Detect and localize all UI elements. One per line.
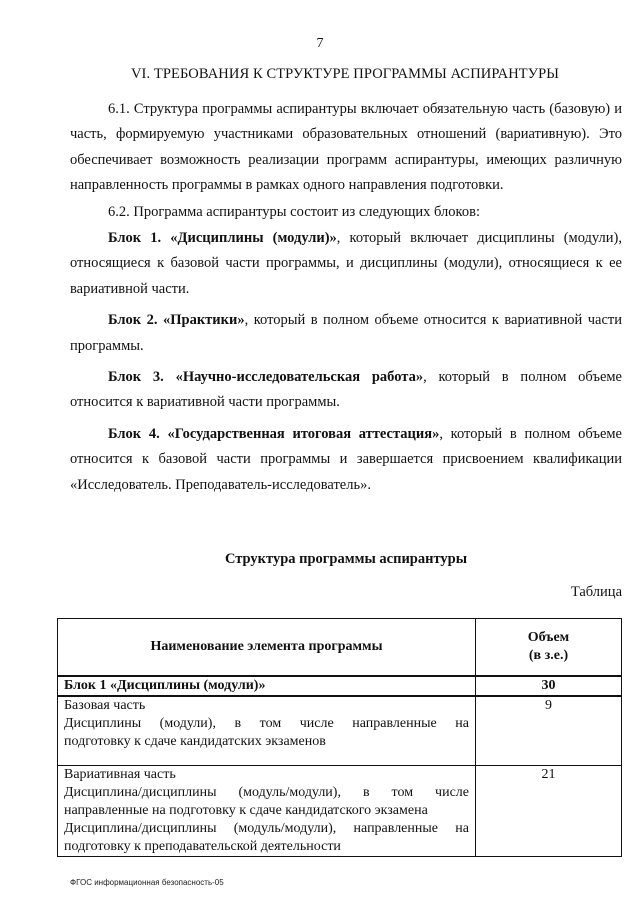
block-3-title: Блок 3. «Научно-исследовательская работа» [108,369,424,386]
table-caption: Структура программы аспирантуры [224,551,468,567]
header-volume-line-1: Объем [527,630,570,645]
table-row [58,696,622,766]
footer-note: ФГОС информационная безопасность-05 [70,878,224,887]
paragraph-6-1: 6.1. Структура программы аспирантуры включает обязательную часть (базовую) и часть, формируемую участниками образовательных отношений (вариативную). Это обеспечивает возможность реализации программ аспирантуры, имеющих различную направленность программы в рамках одного направления подготовки. [70,101,622,194]
program-structure-table [57,618,622,857]
variable-part-line-3: Дисциплина/дисциплины (модуль/модули), направленные на [64,821,469,836]
variable-part-line-1: Дисциплина/дисциплины (модуль/модули), в том числе [64,785,469,800]
base-part-value: 9 [476,696,622,766]
paragraph-6-2: 6.2. Программа аспирантуры состоит из следующих блоков: [108,203,480,220]
paragraph-block-1 [70,226,622,302]
body-text [70,97,622,498]
base-part-label: Базовая часть [64,698,146,713]
table-label: Таблица [570,584,622,600]
block-row-label: Блок 1 «Дисциплины (модули)» [58,676,476,696]
page-number: 7 [316,36,324,51]
paragraph-block-2 [70,308,622,359]
variable-part-line-2: направленные на подготовку к сдаче кандидатского экзамена [64,803,428,818]
block-4-title: Блок 4. «Государственная итоговая аттестация» [108,425,440,442]
block-4-text: , который в полном объеме относится к базовой части программы и завершается присвоением квалификации «Исследователь. Преподаватель-исследователь». [70,425,622,493]
base-part-line-1: Дисциплины (модули), в том числе направленные на [64,716,469,731]
block-1-text: , который включает дисциплины (модули), относящиеся к базовой части программы, и дисциплины (модули), относящиеся к ее вариативной части. [70,230,622,297]
block-row-value: 30 [476,676,622,696]
block-2-text: , который в полном объеме относится к вариативной части программы. [70,312,622,354]
variable-part-label: Вариативная часть [64,767,176,782]
table-row [58,766,622,857]
base-part-cell [58,696,476,766]
variable-part-cell [58,766,476,857]
base-part-line-2: подготовку к сдаче кандидатских экзаменов [64,734,326,749]
section-title: VI. ТРЕБОВАНИЯ К СТРУКТУРЕ ПРОГРАММЫ АСПИРАНТУРЫ [130,66,560,82]
table-row [58,676,622,696]
header-volume [476,619,622,677]
variable-part-line-4: подготовку к преподавательской деятельности [64,839,341,854]
table-header-row [58,619,622,677]
block-2-title: Блок 2. «Практики» [108,312,245,329]
paragraph-block-4 [70,422,622,498]
block-1-title: Блок 1. «Дисциплины (модули)» [108,230,337,247]
block-3-text: , который в полном объеме относится к вариативной части программы. [70,369,622,411]
header-name: Наименование элемента программы [58,619,476,677]
header-volume-line-2: (в з.е.) [528,648,569,663]
variable-part-value: 21 [476,766,622,857]
paragraph-block-3 [70,365,622,416]
